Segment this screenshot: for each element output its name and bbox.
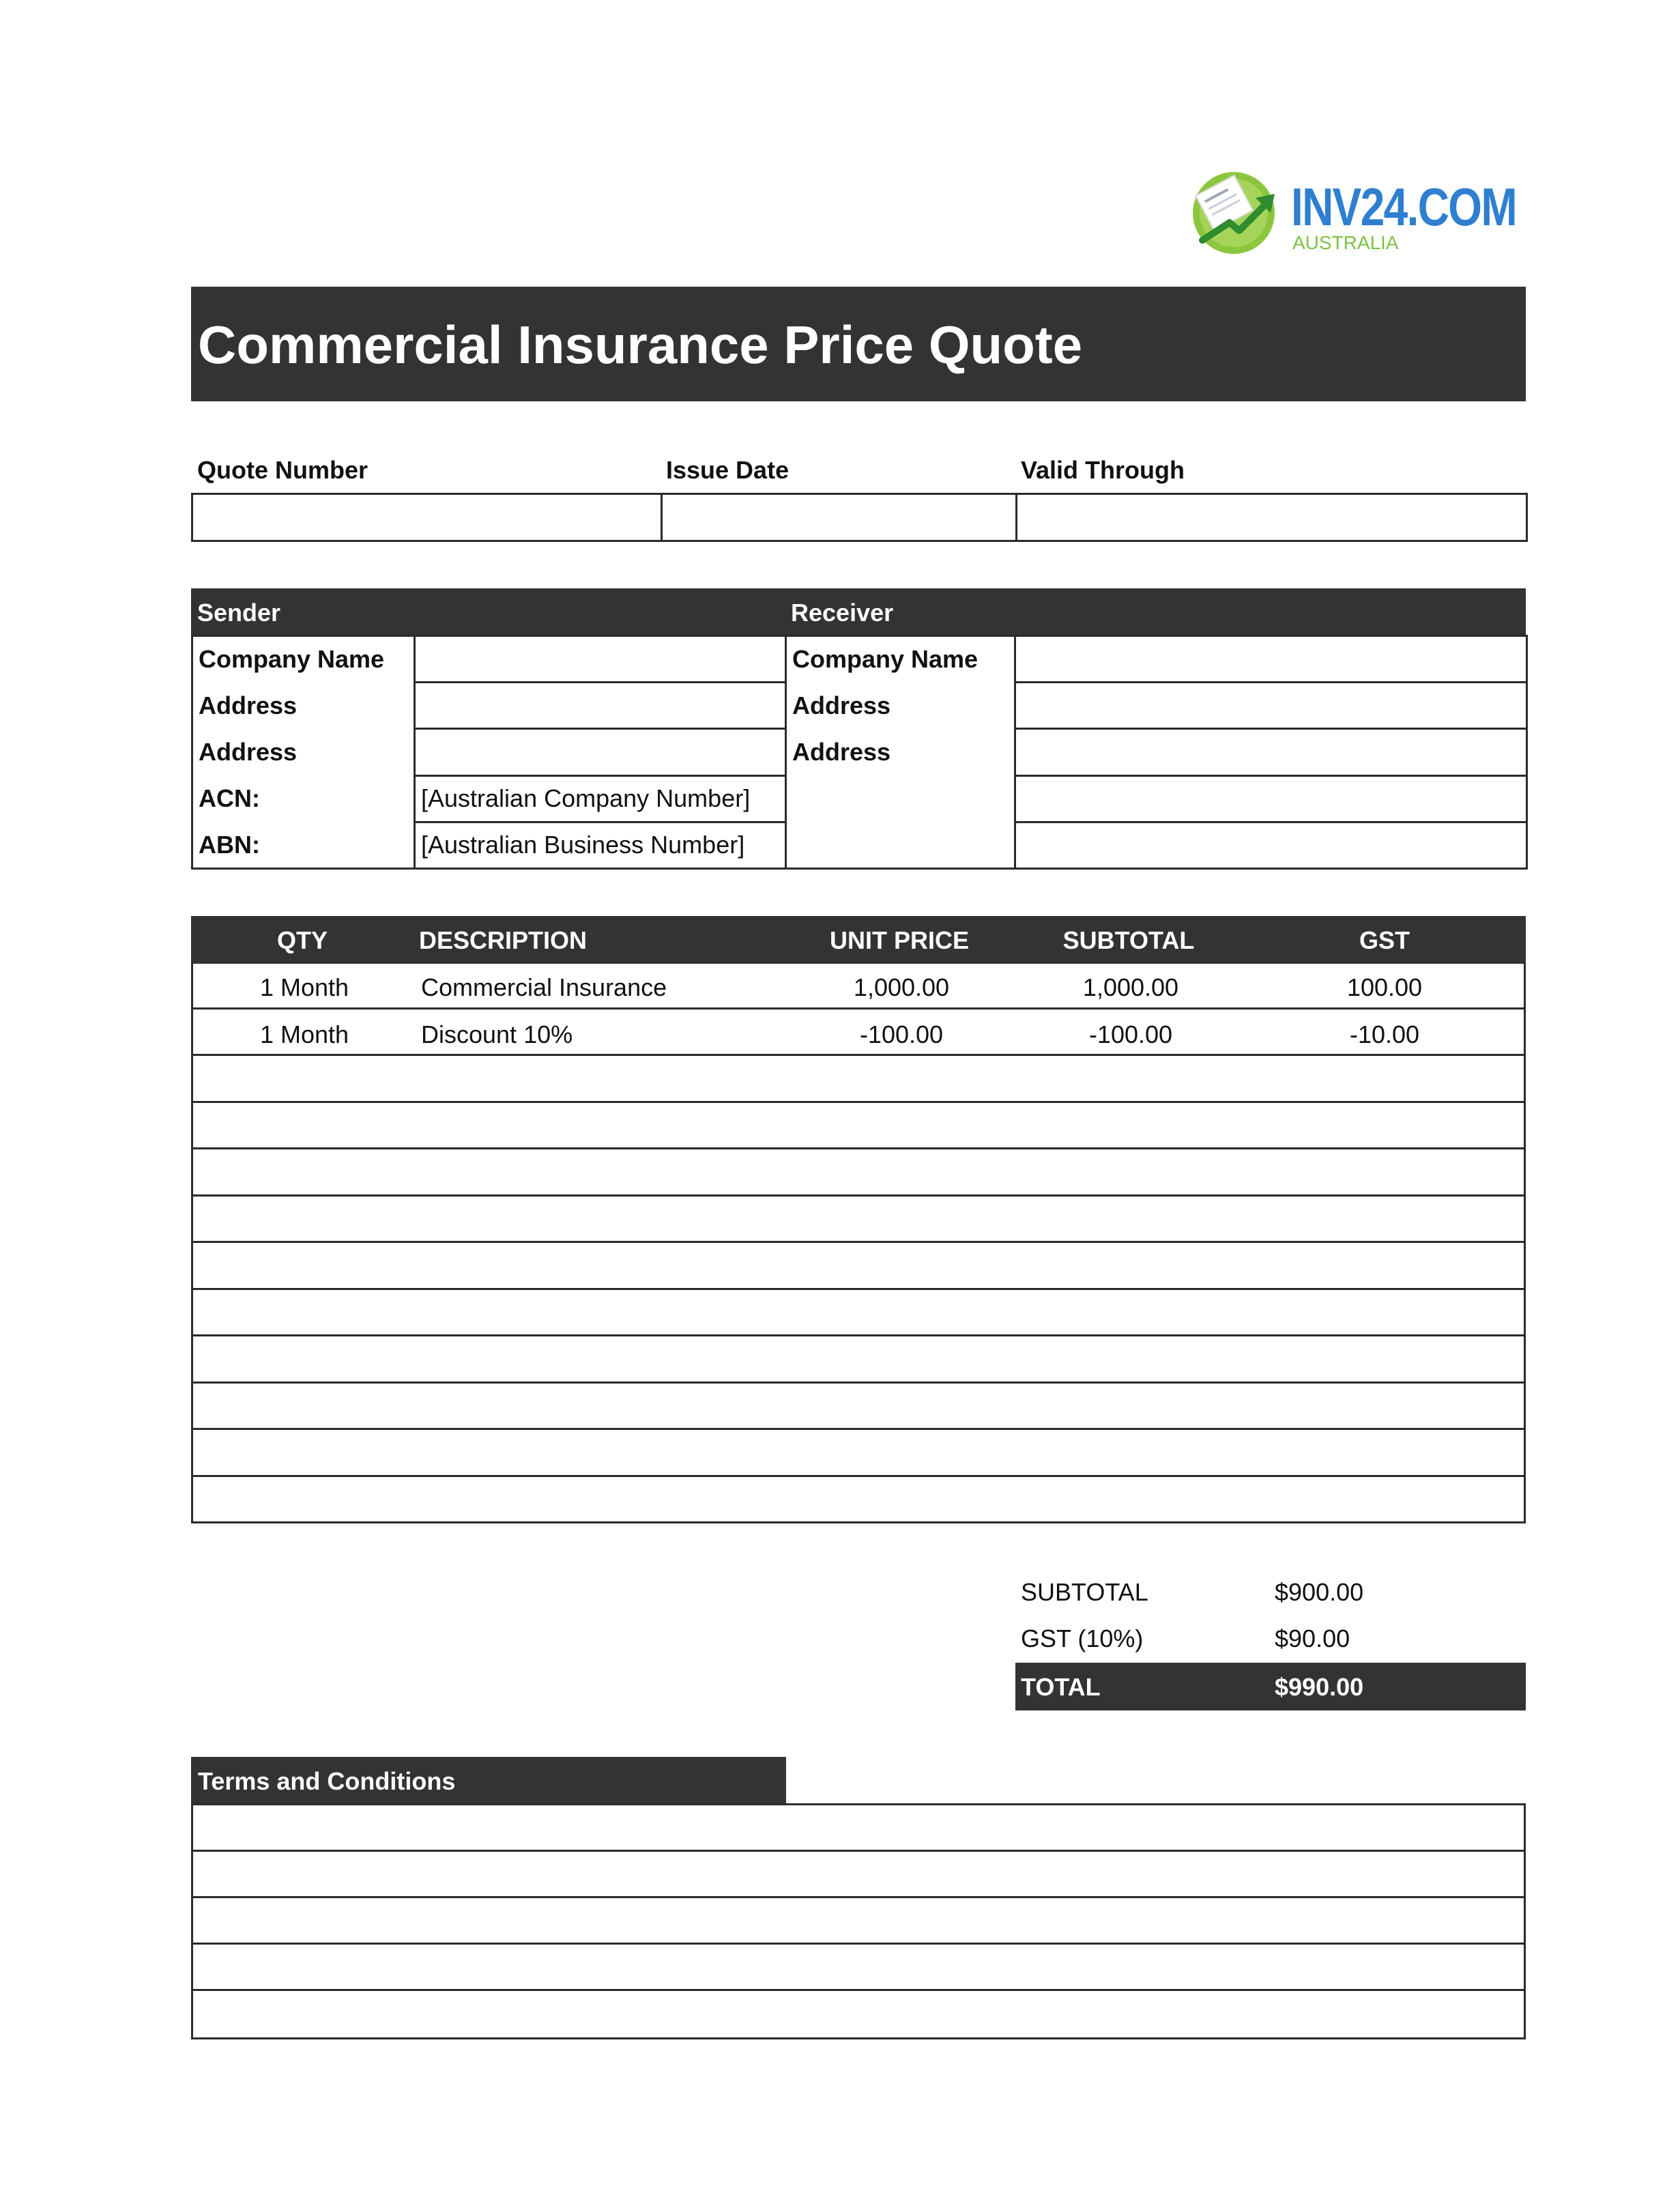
- valid-through-field[interactable]: [1017, 494, 1527, 541]
- receiver-company-field[interactable]: [1015, 636, 1527, 683]
- receiver-company-label: Company Name: [786, 636, 1015, 683]
- sender-company-label: Company Name: [192, 636, 415, 683]
- unit-price-header: UNIT PRICE: [829, 926, 969, 954]
- table-row: [193, 1290, 1524, 1337]
- valid-through-label: Valid Through: [1021, 456, 1185, 484]
- item-description[interactable]: Discount 10%: [421, 1020, 573, 1048]
- issue-date-field[interactable]: [662, 494, 1017, 541]
- gst-value: $90.00: [1275, 1624, 1350, 1652]
- table-row: [193, 1430, 1524, 1477]
- parties-header-bar: [191, 588, 1526, 636]
- sender-acn-label: ACN:: [192, 775, 415, 822]
- terms-header-bar: [191, 1757, 786, 1805]
- quote-meta-table: [191, 493, 1528, 542]
- receiver-address2-field[interactable]: [1015, 729, 1527, 775]
- item-subtotal[interactable]: -100.00: [1088, 1020, 1173, 1048]
- sender-address2-field[interactable]: [415, 729, 786, 775]
- table-row: [193, 1336, 1524, 1384]
- issue-date-label: Issue Date: [666, 456, 790, 484]
- receiver-address2-label: Address: [786, 729, 1015, 775]
- receiver-extra1-field[interactable]: [1015, 775, 1527, 822]
- sender-acn-field[interactable]: [Australian Company Number]: [415, 775, 786, 822]
- table-row: [193, 1149, 1524, 1197]
- sender-address1-field[interactable]: [415, 683, 786, 729]
- table-row: [193, 1103, 1524, 1150]
- receiver-extra2-field[interactable]: [1015, 822, 1527, 868]
- terms-line[interactable]: [193, 1852, 1524, 1898]
- terms-line[interactable]: [193, 1991, 1524, 2037]
- table-row: [193, 1477, 1524, 1524]
- table-row: [193, 1243, 1524, 1290]
- description-header: DESCRIPTION: [419, 926, 588, 954]
- items-table: [191, 962, 1526, 1523]
- table-row: [193, 1197, 1524, 1244]
- terms-header: Terms and Conditions: [198, 1767, 456, 1795]
- parties-table: [191, 635, 1528, 870]
- table-row: [193, 1384, 1524, 1431]
- sender-header: Sender: [197, 599, 281, 627]
- item-gst[interactable]: 100.00: [1346, 973, 1423, 1001]
- title-bar: [191, 287, 1526, 401]
- gst-label: GST (10%): [1021, 1624, 1144, 1652]
- receiver-blank-cell: [786, 775, 1015, 822]
- subtotal-value: $900.00: [1275, 1578, 1364, 1606]
- brand-region: AUSTRALIA: [1292, 232, 1399, 253]
- brand-name: INV24.COM: [1291, 177, 1516, 237]
- receiver-blank-cell: [786, 822, 1015, 868]
- sender-address2-label: Address: [192, 729, 415, 775]
- brand-logo: [1187, 164, 1516, 259]
- qty-header: QTY: [276, 926, 328, 954]
- receiver-header: Receiver: [791, 599, 894, 627]
- gst-header: GST: [1359, 926, 1410, 954]
- quote-number-label: Quote Number: [197, 456, 368, 484]
- subtotal-label: SUBTOTAL: [1021, 1578, 1148, 1606]
- total-bar: [1015, 1663, 1526, 1710]
- terms-line[interactable]: [193, 1945, 1524, 1991]
- sender-address1-label: Address: [192, 683, 415, 729]
- item-gst[interactable]: -10.00: [1349, 1020, 1420, 1048]
- items-header-bar: [191, 916, 1526, 964]
- sender-abn-field[interactable]: [Australian Business Number]: [415, 822, 786, 868]
- item-subtotal[interactable]: 1,000.00: [1082, 973, 1179, 1001]
- quote-number-field[interactable]: [192, 494, 662, 541]
- table-row: [193, 1056, 1524, 1103]
- item-unit-price[interactable]: 1,000.00: [853, 973, 950, 1001]
- terms-line[interactable]: [193, 1898, 1524, 1945]
- sender-company-field[interactable]: [415, 636, 786, 683]
- item-description[interactable]: Commercial Insurance: [421, 973, 667, 1001]
- total-label: TOTAL: [1021, 1673, 1101, 1701]
- subtotal-header: SUBTOTAL: [1062, 926, 1195, 954]
- item-qty[interactable]: 1 Month: [259, 1020, 349, 1048]
- total-value: $990.00: [1275, 1673, 1364, 1701]
- sender-abn-label: ABN:: [192, 822, 415, 868]
- invoice-growth-logo-icon: [1187, 164, 1283, 259]
- item-unit-price[interactable]: -100.00: [859, 1020, 944, 1048]
- terms-table: [191, 1803, 1526, 2039]
- item-qty[interactable]: 1 Month: [259, 973, 349, 1001]
- table-row: [193, 962, 1524, 1009]
- table-row: [193, 1009, 1524, 1057]
- receiver-address1-field[interactable]: [1015, 683, 1527, 729]
- page-title: Commercial Insurance Price Quote: [198, 315, 1083, 375]
- terms-line[interactable]: [193, 1805, 1524, 1852]
- receiver-address1-label: Address: [786, 683, 1015, 729]
